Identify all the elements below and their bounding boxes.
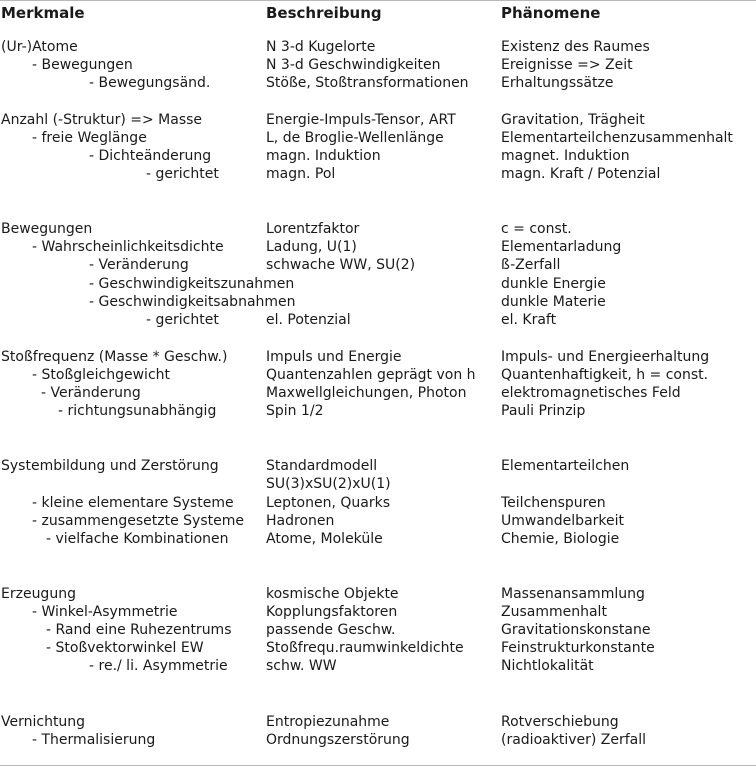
phaenomen-cell: Umwandelbarkeit — [501, 513, 624, 529]
merkmal-cell: - richtungsunabhängig — [58, 403, 217, 419]
phaenomen-cell: dunkle Materie — [501, 294, 606, 310]
table-row — [0, 311, 756, 329]
table-row — [0, 38, 756, 56]
phaenomen-cell: ß-Zerfall — [501, 257, 561, 273]
table-row — [0, 621, 756, 639]
merkmal-cell: Systembildung und Zerstörung — [1, 458, 219, 474]
merkmal-cell: - Wahrscheinlichkeitsdichte — [32, 239, 224, 255]
beschreibung-cell: Stoßfrequ.raumwinkeldichte — [266, 640, 464, 656]
table-row — [0, 74, 756, 92]
beschreibung-cell: Maxwellgleichungen, Photon — [266, 385, 467, 401]
merkmal-cell: - Stoßvektorwinkel EW — [46, 640, 204, 656]
merkmal-cell: - re./ li. Asymmetrie — [89, 658, 228, 674]
merkmal-cell: - gerichtet — [146, 166, 219, 182]
phaenomen-cell: Feinstrukturkonstante — [501, 640, 655, 656]
table-row — [0, 111, 756, 129]
header-row — [0, 4, 756, 22]
table-row — [0, 530, 756, 548]
bottom-border — [0, 765, 756, 766]
table-row — [0, 293, 756, 311]
beschreibung-cell: Entropiezunahme — [266, 714, 390, 730]
merkmal-cell: Vernichtung — [1, 714, 86, 730]
table-row — [0, 657, 756, 675]
beschreibung-cell: Kopplungsfaktoren — [266, 604, 398, 620]
merkmal-cell: - Rand eine Ruhezentrums — [46, 622, 232, 638]
phaenomen-cell: el. Kraft — [501, 312, 557, 328]
table-row — [0, 256, 756, 274]
merkmal-cell: - vielfache Kombinationen — [46, 531, 229, 547]
merkmal-cell: - Bewegungsänd. — [89, 75, 211, 91]
phaenomen-cell: c = const. — [501, 221, 572, 237]
beschreibung-cell: L, de Broglie-Wellenlänge — [266, 130, 444, 146]
table-row — [0, 366, 756, 384]
beschreibung-cell: Stöße, Stoßtransformationen — [266, 75, 469, 91]
beschreibung-cell: schwache WW, SU(2) — [266, 257, 416, 273]
phaenomen-cell: Chemie, Biologie — [501, 531, 620, 547]
table-row — [0, 603, 756, 621]
beschreibung-cell: Standardmodell — [266, 458, 378, 474]
table-row — [0, 147, 756, 165]
beschreibung-cell: Impuls und Energie — [266, 349, 402, 365]
table-row — [0, 713, 756, 731]
beschreibung-cell: SU(3)xSU(2)xU(1) — [266, 476, 391, 492]
beschreibung-cell: magn. Pol — [266, 166, 336, 182]
header-merkmale: Merkmale — [1, 4, 85, 22]
table-row — [0, 238, 756, 256]
beschreibung-cell: N 3-d Kugelorte — [266, 39, 376, 55]
phaenomen-cell: elektromagnetisches Feld — [501, 385, 681, 401]
table-row — [0, 731, 756, 749]
merkmal-cell: - Geschwindigkeitszunahmen — [89, 276, 295, 292]
table-row — [0, 275, 756, 293]
phaenomen-cell: Nichtlokalität — [501, 658, 594, 674]
table-row — [0, 220, 756, 238]
phaenomen-cell: Elementarteilchen — [501, 458, 630, 474]
phaenomen-cell: Impuls- und Energieerhaltung — [501, 349, 710, 365]
table-row — [0, 165, 756, 183]
phaenomen-cell: magnet. Induktion — [501, 148, 630, 164]
table-row — [0, 457, 756, 475]
table-row — [0, 512, 756, 530]
merkmal-cell: Bewegungen — [1, 221, 93, 237]
beschreibung-cell: Spin 1/2 — [266, 403, 324, 419]
top-border — [0, 0, 756, 1]
phaenomen-cell: Massenansammlung — [501, 586, 645, 602]
beschreibung-cell: magn. Induktion — [266, 148, 381, 164]
merkmal-cell: Erzeugung — [1, 586, 76, 602]
phaenomen-cell: (radioaktiver) Zerfall — [501, 732, 647, 748]
table-row — [0, 494, 756, 512]
phaenomen-cell: Elementarteilchenzusammenhalt — [501, 130, 733, 146]
merkmal-cell: Stoßfrequenz (Masse * Geschw.) — [1, 349, 228, 365]
beschreibung-cell: Energie-Impuls-Tensor, ART — [266, 112, 456, 128]
beschreibung-cell: Quantenzahlen geprägt von h — [266, 367, 476, 383]
phaenomen-cell: Erhaltungssätze — [501, 75, 614, 91]
header-phaenomene: Phänomene — [501, 4, 601, 22]
beschreibung-cell: el. Potenzial — [266, 312, 351, 328]
phaenomen-cell: dunkle Energie — [501, 276, 606, 292]
table-row — [0, 402, 756, 420]
table-row — [0, 129, 756, 147]
merkmal-cell: - kleine elementare Systeme — [32, 495, 234, 511]
phaenomen-cell: Rotverschiebung — [501, 714, 619, 730]
phaenomen-cell: magn. Kraft / Potenzial — [501, 166, 661, 182]
phaenomen-cell: Teilchenspuren — [501, 495, 606, 511]
beschreibung-cell: passende Geschw. — [266, 622, 396, 638]
beschreibung-cell: Hadronen — [266, 513, 335, 529]
beschreibung-cell: schw. WW — [266, 658, 337, 674]
merkmal-cell: (Ur-)Atome — [1, 39, 78, 55]
phaenomen-cell: Gravitation, Trägheit — [501, 112, 645, 128]
phaenomen-cell: Ereignisse => Zeit — [501, 57, 633, 73]
table-row — [0, 639, 756, 657]
merkmal-cell: - gerichtet — [146, 312, 219, 328]
table-row — [0, 475, 756, 493]
phaenomen-cell: Elementarladung — [501, 239, 622, 255]
table-row — [0, 384, 756, 402]
merkmal-cell: - Dichteänderung — [89, 148, 212, 164]
beschreibung-cell: Ordnungszerstörung — [266, 732, 410, 748]
beschreibung-cell: Atome, Moleküle — [266, 531, 383, 547]
beschreibung-cell: N 3-d Geschwindigkeiten — [266, 57, 441, 73]
beschreibung-cell: Leptonen, Quarks — [266, 495, 390, 511]
beschreibung-cell: Lorentzfaktor — [266, 221, 360, 237]
table-row — [0, 348, 756, 366]
phaenomen-cell: Existenz des Raumes — [501, 39, 650, 55]
phaenomen-cell: Quantenhaftigkeit, h = const. — [501, 367, 709, 383]
merkmal-cell: - Bewegungen — [32, 57, 133, 73]
merkmal-cell: - Veränderung — [41, 385, 141, 401]
phaenomen-cell: Pauli Prinzip — [501, 403, 586, 419]
merkmal-cell: - zusammengesetzte Systeme — [32, 513, 244, 529]
beschreibung-cell: Ladung, U(1) — [266, 239, 357, 255]
merkmal-cell: - Winkel-Asymmetrie — [32, 604, 178, 620]
phaenomen-cell: Gravitationskonstane — [501, 622, 651, 638]
merkmal-cell: - Veränderung — [89, 257, 189, 273]
header-beschreibung: Beschreibung — [266, 4, 382, 22]
phaenomen-cell: Zusammenhalt — [501, 604, 607, 620]
merkmal-cell: Anzahl (-Struktur) => Masse — [1, 112, 203, 128]
table-row — [0, 585, 756, 603]
beschreibung-cell: kosmische Objekte — [266, 586, 399, 602]
merkmal-cell: - Stoßgleichgewicht — [32, 367, 171, 383]
merkmal-cell: - Geschwindigkeitsabnahmen — [89, 294, 296, 310]
table-row — [0, 56, 756, 74]
merkmal-cell: - Thermalisierung — [32, 732, 156, 748]
merkmal-cell: - freie Weglänge — [32, 130, 147, 146]
